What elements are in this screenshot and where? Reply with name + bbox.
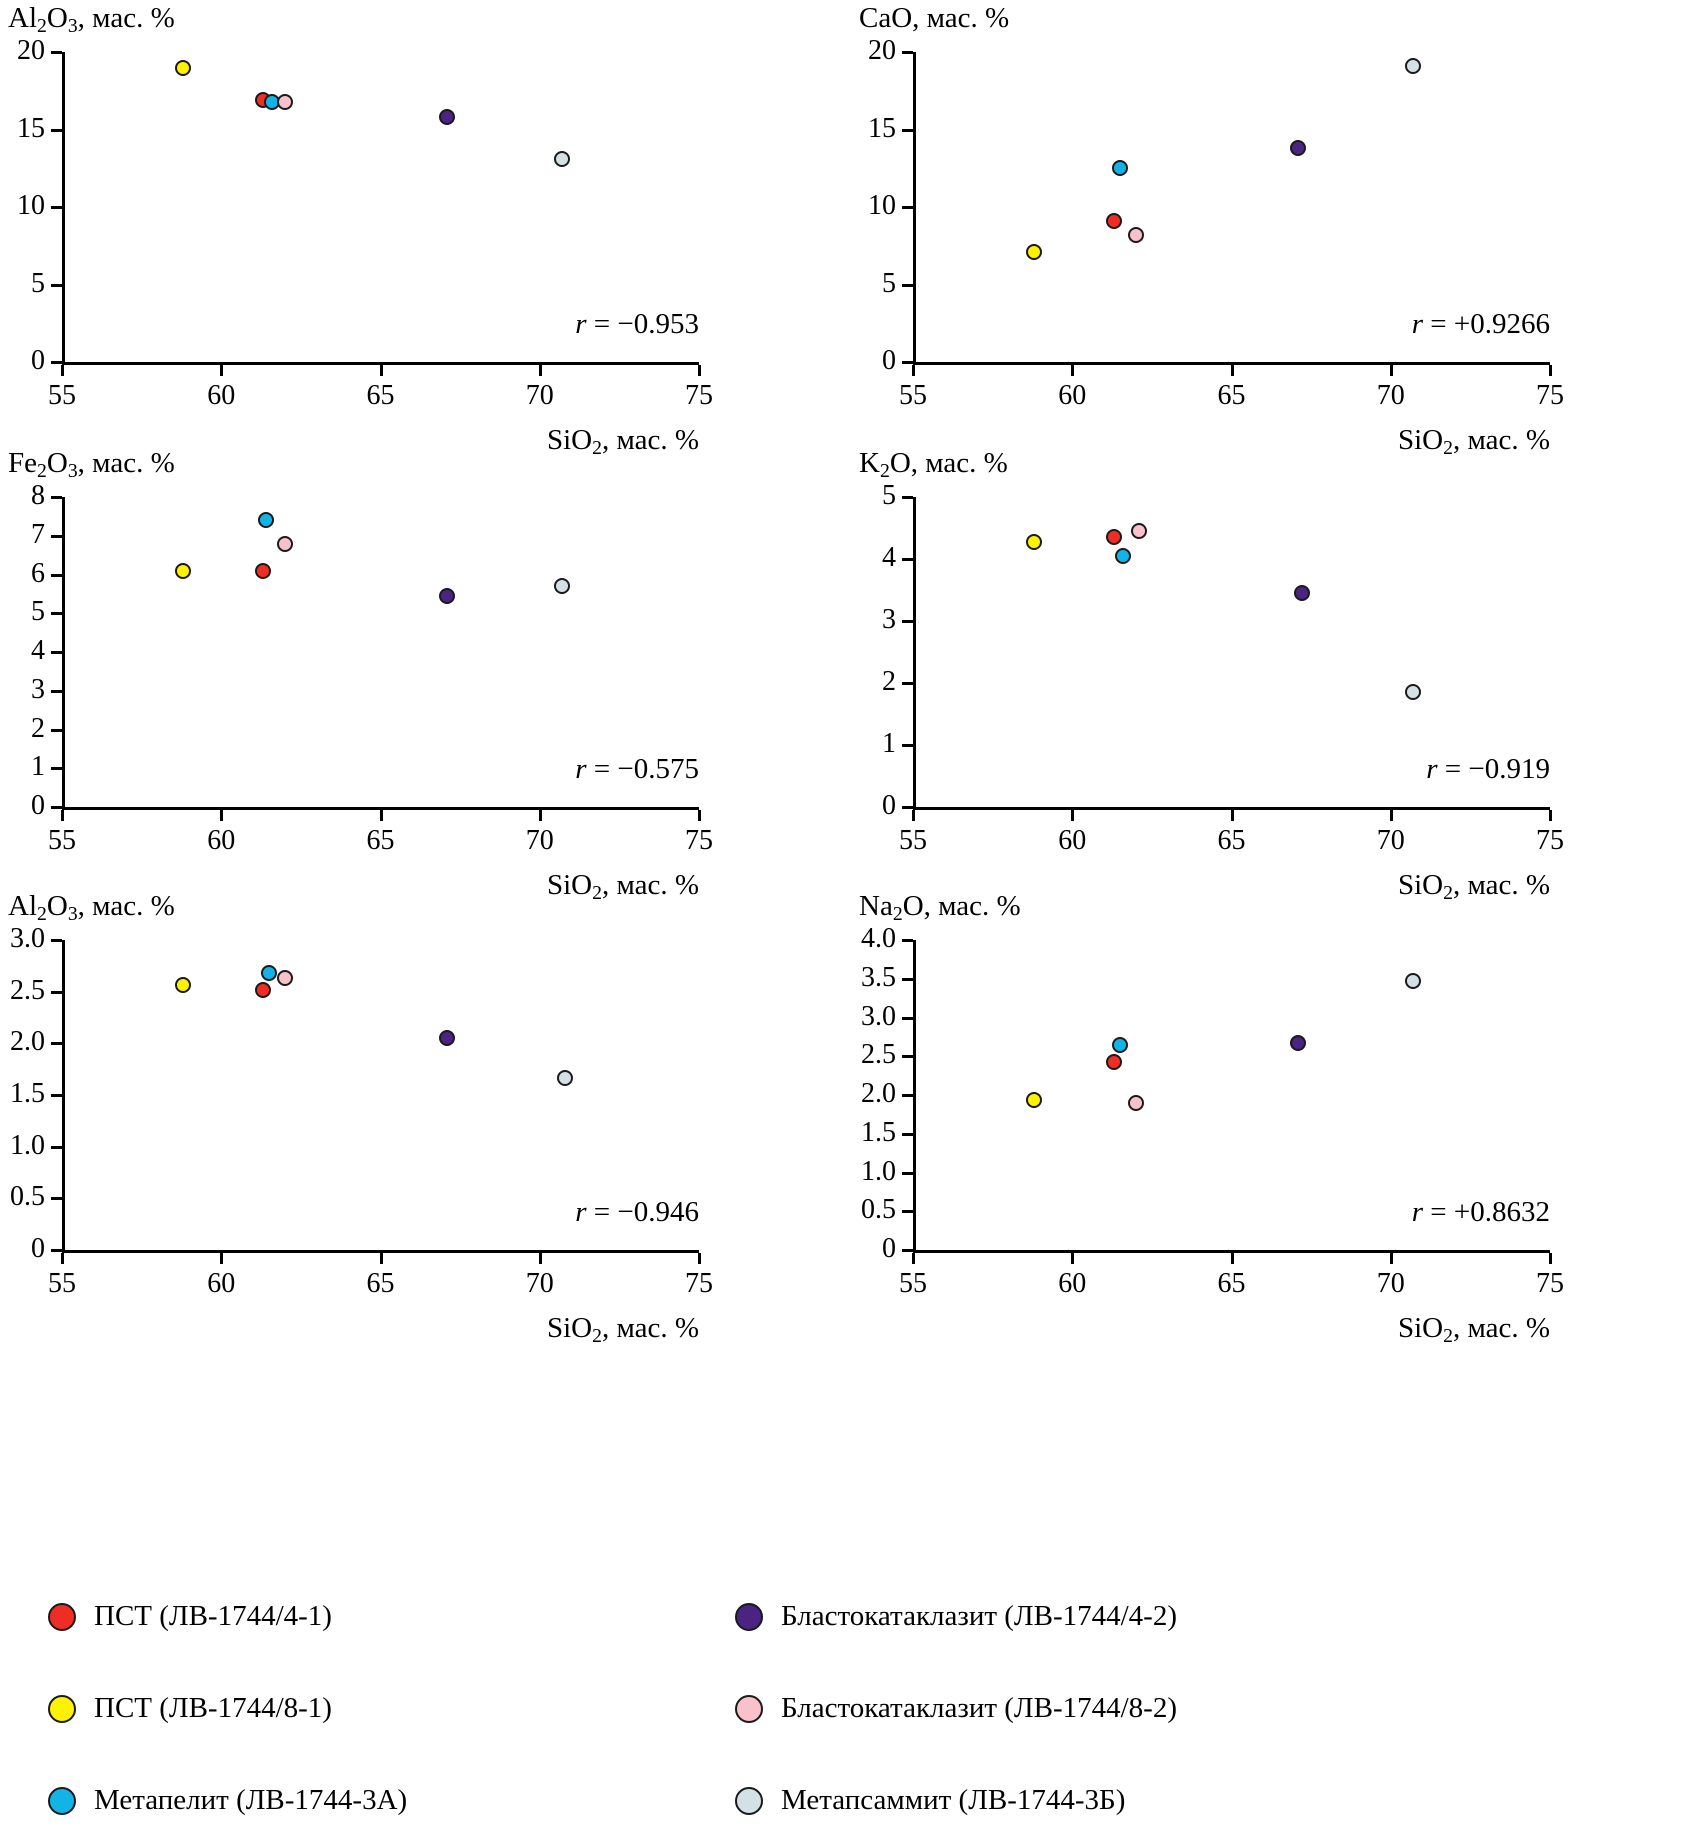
- x-tick-label: 60: [1058, 1268, 1087, 1299]
- x-tick: [380, 810, 383, 821]
- data-point: [1112, 160, 1128, 176]
- x-tick-label: 75: [1536, 825, 1564, 856]
- y-tick-label: 0: [31, 1233, 45, 1264]
- y-tick: [51, 939, 62, 942]
- data-point: [1290, 1035, 1306, 1051]
- x-tick-label: 75: [685, 825, 713, 856]
- x-tick: [1549, 810, 1552, 821]
- y-tick: [902, 496, 913, 499]
- legend-marker-icon: [48, 1787, 76, 1815]
- x-tick: [1231, 365, 1234, 376]
- x-tick: [61, 1253, 64, 1264]
- x-tick: [220, 365, 223, 376]
- legend-item-3: [48, 1692, 332, 1725]
- data-point: [1294, 585, 1310, 601]
- y-axis-label: $Fe_2O_3$, мас. %: [8, 447, 175, 482]
- y-tick: [51, 1146, 62, 1149]
- y-tick-label: 3.5: [861, 961, 896, 993]
- data-point: [175, 563, 191, 579]
- y-tick: [902, 1249, 913, 1252]
- legend-item-6: [735, 1784, 1125, 1817]
- legend-item-5: [48, 1784, 407, 1817]
- x-axis-label: SiO$_2$, мас. %: [546, 869, 699, 904]
- chart-panel-1: [0, 0, 851, 459]
- x-axis-label: SiO$_2$, мас. %: [1397, 1312, 1550, 1347]
- y-tick-label: 2: [882, 666, 896, 697]
- y-axis-line: [913, 940, 916, 1253]
- x-tick-label: 75: [685, 380, 713, 411]
- data-point: [1106, 529, 1122, 545]
- x-tick-label: 65: [1217, 1268, 1246, 1299]
- legend-marker-icon: [48, 1603, 76, 1631]
- correlation-annotation: r = +0.8632: [1411, 1196, 1550, 1228]
- x-tick-label: 55: [48, 380, 76, 411]
- x-tick: [539, 365, 542, 376]
- data-point: [261, 965, 277, 981]
- chart-panel-2: [851, 0, 1702, 459]
- chart-panel-6: [851, 888, 1702, 1347]
- y-tick-label: 2.0: [10, 1026, 45, 1058]
- y-tick-label: 5: [882, 480, 896, 511]
- y-tick: [902, 558, 913, 561]
- x-tick-label: 55: [899, 380, 927, 411]
- y-axis-label: $K_2O$, мас. %: [859, 447, 1008, 482]
- y-tick-label: 1.5: [861, 1116, 896, 1148]
- x-tick: [912, 1253, 915, 1264]
- correlation-annotation: r = −0.575: [575, 753, 699, 785]
- legend-label: Метапелит (ЛВ-1744-3А): [94, 1784, 408, 1816]
- y-tick: [902, 620, 913, 623]
- legend-marker-icon: [735, 1603, 763, 1631]
- y-tick: [51, 612, 62, 615]
- x-axis-label: SiO$_2$, мас. %: [1397, 424, 1550, 459]
- y-tick-label: 0: [31, 345, 45, 376]
- x-tick: [539, 810, 542, 821]
- y-tick-label: 2: [31, 712, 45, 744]
- correlation-annotation: r = +0.9266: [1411, 308, 1550, 340]
- x-tick: [1231, 810, 1234, 821]
- x-tick: [912, 810, 915, 821]
- y-tick-label: 4.0: [861, 923, 896, 954]
- x-tick-label: 70: [525, 380, 554, 411]
- y-tick: [51, 1042, 62, 1045]
- y-tick-label: 1.0: [861, 1155, 896, 1187]
- x-tick-label: 65: [1217, 380, 1246, 411]
- data-point: [557, 1070, 573, 1086]
- y-tick-label: 4: [31, 635, 45, 666]
- y-tick-label: 20: [17, 35, 45, 66]
- data-point: [175, 60, 191, 76]
- y-tick: [902, 51, 913, 54]
- x-tick: [539, 1253, 542, 1264]
- y-tick: [902, 1017, 913, 1020]
- legend-item-4: [735, 1692, 1177, 1725]
- x-tick-label: 75: [1536, 380, 1564, 411]
- x-tick: [380, 365, 383, 376]
- data-point: [255, 563, 271, 579]
- y-axis-line: [62, 52, 65, 365]
- y-tick-label: 3: [31, 673, 45, 705]
- x-tick: [912, 365, 915, 376]
- y-tick: [902, 806, 913, 809]
- x-tick-label: 70: [1376, 825, 1405, 856]
- y-tick: [902, 206, 913, 209]
- y-axis-line: [913, 497, 916, 810]
- y-tick-label: 8: [31, 480, 45, 511]
- y-tick-label: 0.5: [10, 1181, 45, 1213]
- y-tick-label: 1: [882, 728, 896, 759]
- legend-marker-icon: [48, 1695, 76, 1723]
- y-tick-label: 1.5: [10, 1078, 45, 1109]
- x-tick-label: 60: [207, 1268, 236, 1299]
- y-tick: [902, 978, 913, 981]
- correlation-annotation: r = −0.953: [575, 308, 699, 340]
- x-tick-label: 65: [1217, 825, 1246, 856]
- y-tick: [51, 690, 62, 693]
- data-point: [1290, 140, 1306, 156]
- y-tick: [51, 729, 62, 732]
- x-tick: [1390, 1253, 1393, 1264]
- legend-item-1: [48, 1600, 332, 1633]
- y-tick: [51, 206, 62, 209]
- y-tick: [902, 682, 913, 685]
- data-point: [1405, 684, 1421, 700]
- y-tick: [902, 1133, 913, 1136]
- data-point: [439, 1030, 455, 1046]
- legend-label: Бластокатаклазит (ЛВ-1744/8-2): [781, 1692, 1177, 1724]
- data-point: [175, 977, 191, 993]
- data-point: [1131, 523, 1147, 539]
- legend-label: ПСТ (ЛВ-1744/4-1): [94, 1600, 332, 1632]
- y-tick-label: 7: [31, 518, 45, 550]
- y-tick: [902, 744, 913, 747]
- y-tick-label: 2.5: [10, 974, 45, 1006]
- x-tick: [1390, 810, 1393, 821]
- y-tick: [902, 1210, 913, 1213]
- legend-label: ПСТ (ЛВ-1744/8-1): [94, 1692, 332, 1724]
- y-tick: [51, 991, 62, 994]
- y-tick-label: 6: [31, 557, 45, 589]
- x-tick: [220, 810, 223, 821]
- y-tick: [902, 284, 913, 287]
- x-tick-label: 55: [899, 825, 927, 856]
- x-tick-label: 55: [48, 825, 76, 856]
- y-tick-label: 5: [31, 267, 45, 299]
- x-tick-label: 75: [1536, 1268, 1564, 1299]
- data-point: [277, 536, 293, 552]
- legend-marker-icon: [735, 1695, 763, 1723]
- data-point: [1405, 58, 1421, 74]
- x-tick: [1071, 365, 1074, 376]
- x-tick: [1071, 1253, 1074, 1264]
- y-tick: [51, 129, 62, 132]
- x-tick-label: 55: [899, 1268, 927, 1299]
- y-tick: [51, 496, 62, 499]
- y-axis-line: [62, 940, 65, 1253]
- legend-marker-icon: [735, 1787, 763, 1815]
- y-tick: [51, 806, 62, 809]
- y-tick: [51, 284, 62, 287]
- y-tick-label: 3: [882, 604, 896, 635]
- y-tick: [51, 535, 62, 538]
- legend-item-2: [735, 1600, 1177, 1633]
- data-point: [1128, 1095, 1144, 1111]
- y-tick-label: 4: [882, 542, 896, 573]
- x-tick-label: 60: [207, 825, 236, 856]
- data-point: [1106, 213, 1122, 229]
- correlation-annotation: r = −0.919: [1426, 753, 1550, 785]
- legend-label: Метапсаммит (ЛВ-1744-3Б): [781, 1784, 1126, 1816]
- data-point: [1026, 534, 1042, 550]
- x-tick-label: 65: [366, 380, 395, 411]
- y-axis-label: $Al_2O_3$, мас. %: [8, 890, 175, 925]
- x-tick: [698, 810, 701, 821]
- x-tick: [1231, 1253, 1234, 1264]
- y-tick: [51, 1197, 62, 1200]
- x-tick-label: 60: [1058, 380, 1087, 411]
- x-tick: [61, 810, 64, 821]
- correlation-annotation: r = −0.946: [575, 1196, 699, 1228]
- data-point: [1106, 1054, 1122, 1070]
- chart-panel-3: [0, 445, 851, 904]
- y-tick-label: 5: [31, 596, 45, 628]
- y-axis-line: [913, 52, 916, 365]
- data-point: [1128, 227, 1144, 243]
- y-tick: [51, 1249, 62, 1252]
- legend-label: Бластокатаклазит (ЛВ-1744/4-2): [781, 1600, 1177, 1632]
- y-tick: [902, 1172, 913, 1175]
- y-tick-label: 2.5: [861, 1039, 896, 1071]
- y-tick: [902, 361, 913, 364]
- data-point: [255, 982, 271, 998]
- y-tick-label: 10: [17, 190, 45, 221]
- x-tick: [61, 365, 64, 376]
- y-tick-label: 15: [17, 112, 45, 144]
- data-point: [277, 94, 293, 110]
- y-tick: [902, 1055, 913, 1058]
- data-point: [439, 109, 455, 125]
- y-tick-label: 0: [31, 790, 45, 821]
- y-tick-label: 10: [868, 190, 896, 221]
- x-axis-label: SiO$_2$, мас. %: [546, 424, 699, 459]
- x-tick: [698, 1253, 701, 1264]
- data-point: [554, 578, 570, 594]
- y-tick: [51, 574, 62, 577]
- y-tick-label: 3.0: [861, 1000, 896, 1032]
- x-axis-label: SiO$_2$, мас. %: [1397, 869, 1550, 904]
- x-tick: [1549, 1253, 1552, 1264]
- y-axis-label: $Na_2O$, мас. %: [859, 890, 1021, 925]
- y-tick-label: 0.5: [861, 1194, 896, 1226]
- data-point: [258, 512, 274, 528]
- x-tick-label: 60: [1058, 825, 1087, 856]
- x-tick-label: 70: [525, 825, 554, 856]
- data-point: [1112, 1037, 1128, 1053]
- x-tick: [220, 1253, 223, 1264]
- data-point: [1026, 1092, 1042, 1108]
- y-tick: [51, 51, 62, 54]
- chart-panel-4: [851, 445, 1702, 904]
- data-point: [277, 970, 293, 986]
- data-point: [1026, 244, 1042, 260]
- data-point: [554, 151, 570, 167]
- x-tick: [698, 365, 701, 376]
- x-tick-label: 65: [366, 1268, 395, 1299]
- x-tick-label: 70: [1376, 1268, 1405, 1299]
- x-tick-label: 60: [207, 380, 236, 411]
- data-point: [1115, 548, 1131, 564]
- y-tick: [902, 939, 913, 942]
- y-tick-label: 1.0: [10, 1129, 45, 1161]
- y-tick-label: 15: [868, 112, 896, 144]
- y-axis-label: $Al_2O_3$, мас. %: [8, 2, 175, 37]
- y-tick: [51, 651, 62, 654]
- x-tick-label: 75: [685, 1268, 713, 1299]
- x-tick-label: 70: [525, 1268, 554, 1299]
- y-tick-label: 0: [882, 1233, 896, 1264]
- chart-panel-5: [0, 888, 851, 1347]
- y-tick-label: 1: [31, 751, 45, 783]
- x-tick: [1549, 365, 1552, 376]
- data-point: [439, 588, 455, 604]
- y-tick: [902, 1094, 913, 1097]
- y-tick: [51, 1094, 62, 1097]
- y-axis-label: CaO, мас. %: [859, 2, 1010, 34]
- y-axis-line: [62, 497, 65, 810]
- y-tick: [51, 767, 62, 770]
- y-tick-label: 3.0: [10, 923, 45, 954]
- y-tick-label: 5: [882, 267, 896, 299]
- y-tick-label: 2.0: [861, 1078, 896, 1109]
- y-tick: [51, 361, 62, 364]
- data-point: [1405, 973, 1421, 989]
- x-tick: [1390, 365, 1393, 376]
- x-axis-label: SiO$_2$, мас. %: [546, 1312, 699, 1347]
- x-tick-label: 70: [1376, 380, 1405, 411]
- x-tick: [380, 1253, 383, 1264]
- x-tick-label: 65: [366, 825, 395, 856]
- y-tick-label: 0: [882, 790, 896, 821]
- x-tick-label: 55: [48, 1268, 76, 1299]
- y-tick-label: 0: [882, 345, 896, 376]
- y-tick-label: 20: [868, 35, 896, 66]
- x-tick: [1071, 810, 1074, 821]
- y-tick: [902, 129, 913, 132]
